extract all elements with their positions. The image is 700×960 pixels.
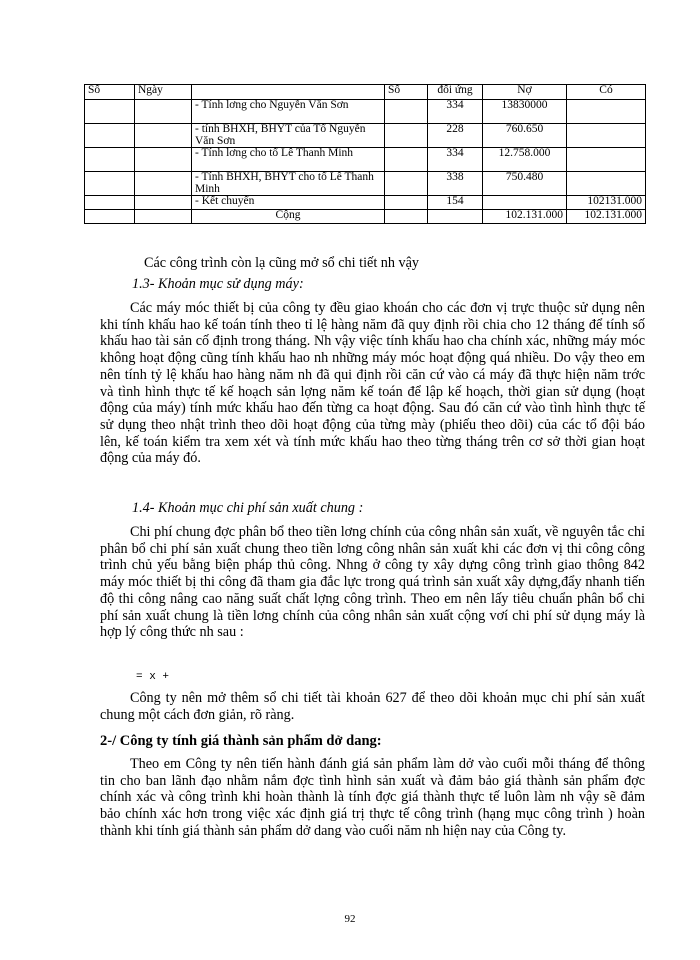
header-ngay: Ngày [135,85,192,100]
row-debit: 750.480 [483,172,567,196]
row-account: 338 [428,172,483,196]
paragraph-1-4: Chi phí chung đợc phân bổ theo tiền lơng chính của công nhân sản xuất, về nguyên tắc chỉ phân bổ chi phí sản xuất chung theo tiền lơng công nhân sản xuất khi các đơn vị thi công công trình chủ yếu bằng biện pháp thủ công. Nhng ở công ty xây dựng công trình giao thông 842 máy móc thiết bị thi công đã tham gia đắc lực trong quá trình sản xuất xây dựng,đẩy nhanh tiến độ thi công nâng cao năng suất chất lợng công trình. Theo em nên lấy tiêu chuẩn phân bổ chi phí sản xuất chung là tiền lơng chính của công nhân sản xuất cộng vơí chi phí sử dụng máy là hợp lý công thức nh sau : [100,524,645,641]
row-desc: - Tính BHXH, BHYT cho tổ Lê Thanh Minh [192,172,385,196]
table-row [85,172,646,196]
header-desc [192,85,385,100]
total-debit: 102.131.000 [483,210,567,224]
table-header-row [85,85,646,100]
row-debit: 12.758.000 [483,148,567,172]
row-account: 154 [428,196,483,210]
row-account: 334 [428,148,483,172]
header-so-2: Số [385,85,428,100]
row-desc: - tính BHXH, BHYT của Tổ Nguyễn Văn Sơn [192,124,385,148]
paragraph-2: Theo em Công ty nên tiến hành đánh giá sản phẩm làm dở vào cuối mỗi tháng để thông tin cho ban lãnh đạo nhằm nắm đợc tình hình sản xuất và đảm bảo giá thành sản phẩm đợc chính xác và công trình khi hoàn thành là tính đợc giá thành thực tế luôn làm nh vậy sẽ đảm bảo chính xác hơn trong việc xác định giá trị thực tế công trình (hạng mục công trình ) hoàn thành khi tính giá thành sản phẩm dở dang vào cuối năm nh hiện nay của Công ty. [100,756,645,839]
table-row [85,148,646,172]
heading-2: 2-/ Công ty tính giá thành sản phẩm dở dang: [100,733,382,749]
header-so: Số [85,85,135,100]
page-number: 92 [344,913,356,925]
intro-line: Các công trình còn lạ cũng mở sổ chi tiết nh vậy [144,255,420,271]
row-account: 228 [428,124,483,148]
paragraph-1-3: Các máy móc thiết bị của công ty đều giao khoán cho các đơn vị trực thuộc sử dụng nên khi tính khấu hao kế toán tính theo tỉ lệ hàng năm đã quy định rồi chia cho 12 tháng để tính số khấu hao tài sản cố định trong tháng. Nh vậy việc tính khấu hao cha chính xác, những máy móc không hoạt động cũng tính khấu hao nh những máy móc hoạt động quá nhiều. Do vậy theo em nên tính tỷ lệ khấu hao hàng năm nh đã qui định rồi căn cứ vào cá máy đã thực hiện năm trớc và tình hình thực tế kế hoạch sản lợng năm kế toán để lập kế hoạch, thời gian sử dụng (hoạt động của máy) tính mức khấu hao đến từng ca hoạt động. Sau đó căn cứ vào tình hình thực tế sử dụng theo nhật trình theo dõi hoạt động của từng mày (phiếu theo dõi) của các tổ đội báo lên, kế toán kiểm tra xem xét và tính mức khấu hao theo từng tháng trên cơ sở thời gian hoạt động của máy đó. [100,300,645,467]
row-account: 334 [428,100,483,124]
row-desc: - Kết chuyển [192,196,385,210]
table-row [85,124,646,148]
row-debit: 13830000 [483,100,567,124]
header-co: Có [567,85,646,100]
ledger-table [84,84,646,224]
row-debit [483,196,567,210]
heading-1-3: 1.3- Khoản mục sử dụng máy: [132,276,304,292]
row-credit [567,100,646,124]
header-no: Nợ [483,85,567,100]
row-desc: - Tính lơng cho Nguyễn Văn Sơn [192,100,385,124]
total-label: Cộng [192,210,385,224]
row-desc: - Tính lơng cho tổ Lê Thanh Minh [192,148,385,172]
header-doi-ung: đối ứng [428,85,483,100]
row-credit: 102131.000 [567,196,646,210]
row-credit [567,148,646,172]
paragraph-1-4-after: Công ty nên mở thêm sổ chi tiết tài khoản 627 để theo dõi khoản mục chi phí sản xuất chung một cách đơn giản, rõ ràng. [100,690,645,723]
row-credit [567,124,646,148]
formula: = x + [136,671,170,683]
table-row [85,196,646,210]
table-total-row [85,210,646,224]
row-credit [567,172,646,196]
total-credit: 102.131.000 [567,210,646,224]
row-debit: 760.650 [483,124,567,148]
heading-1-4: 1.4- Khoản mục chi phí sản xuất chung : [132,500,364,516]
table-row [85,100,646,124]
